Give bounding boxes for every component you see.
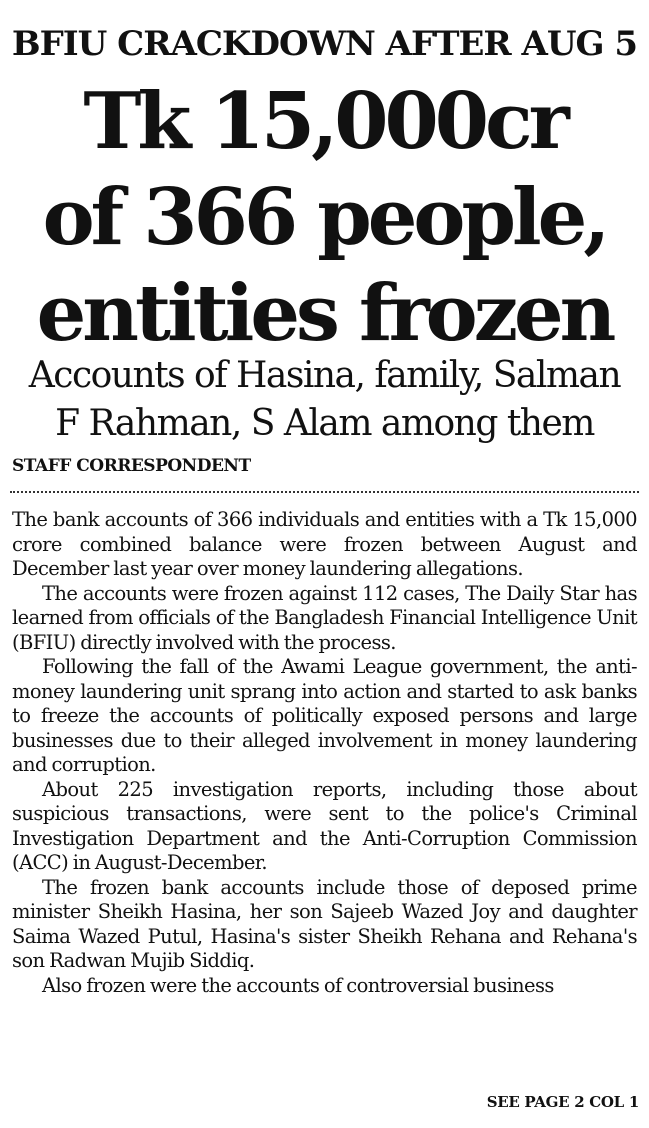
kicker-headline: BFIU CRACKDOWN AFTER AUG 5: [11, 24, 638, 64]
headline-line-3: entities frozen: [36, 268, 613, 359]
paragraph-4: About 225 investigation reports, including those about suspicious transactions, were sent to the police's Criminal Investigation Department and the Anti-Corruption Commission (ACC) in August-December.: [12, 777, 637, 874]
article-body: [12, 508, 637, 998]
continuation-jump: SEE PAGE 2 COL 1: [486, 1093, 639, 1111]
dotted-divider: [10, 491, 639, 493]
paragraph-1: The bank accounts of 366 individuals and entities with a Tk 15,000 crore combined balance were frozen between August and December last year over money laundering allegations.: [12, 508, 637, 580]
paragraph-2: The accounts were frozen against 112 cases, The Daily Star has learned from officials of the Bangladesh Financial Intelligence Unit (BFIU) directly involved with the process.: [12, 581, 637, 654]
paragraph-6: Also frozen were the accounts of controversial business: [42, 973, 554, 997]
subheadline: [0, 352, 649, 448]
paragraph-3: Following the fall of the Awami League government, the anti-money laundering unit sprang into action and started to ask banks to freeze the accounts of politically exposed persons and large businesses due to their alleged involvement in money laundering and corruption.: [12, 655, 637, 776]
subhead-line-1: Accounts of Hasina, family, Salman: [28, 355, 621, 396]
paragraph-5: The frozen bank accounts include those of deposed prime minister Sheikh Hasina, her son Sajeeb Wazed Joy and daughter Saima Wazed Putul, Hasina's sister Sheikh Rehana and Rehana's son Radwan Mujib Siddiq.: [12, 875, 637, 972]
headline-line-1: Tk 15,000cr: [83, 76, 566, 167]
subhead-line-2: F Rahman, S Alam among them: [55, 403, 594, 444]
main-headline: [0, 74, 649, 362]
headline-line-2: of 366 people,: [42, 172, 607, 263]
byline: STAFF CORRESPONDENT: [12, 456, 251, 476]
